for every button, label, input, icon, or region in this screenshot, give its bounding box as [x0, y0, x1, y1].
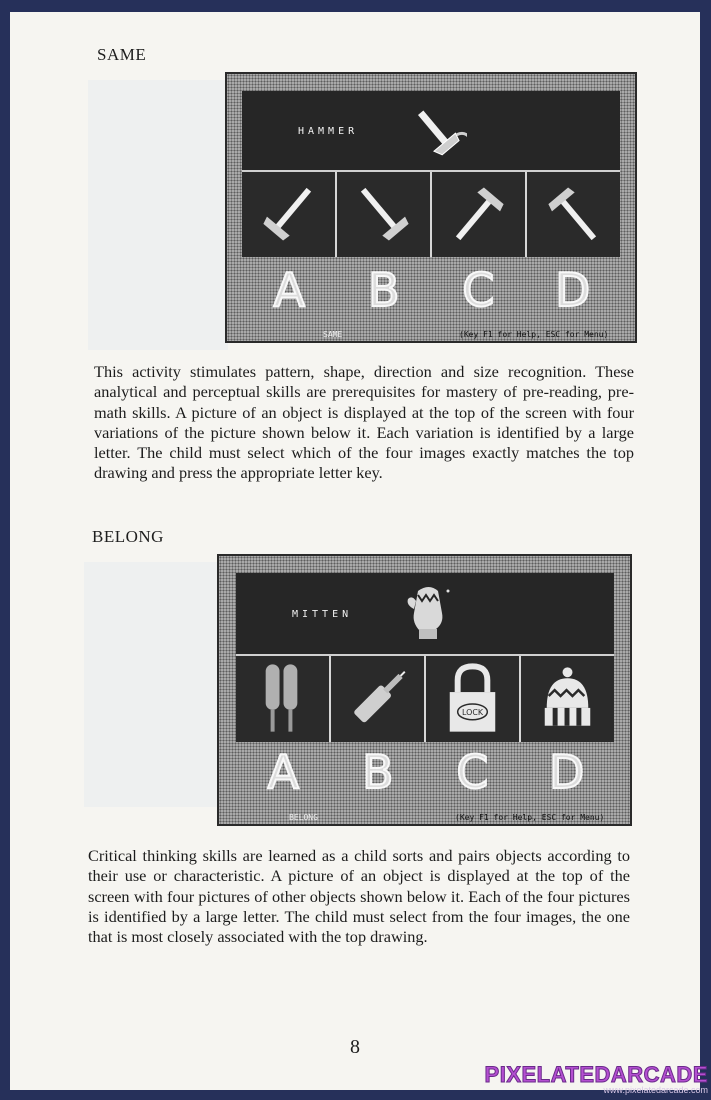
- manual-page: [10, 12, 700, 1090]
- choice-b[interactable]: [329, 656, 424, 742]
- page-number: 8: [350, 1036, 360, 1058]
- letter-c: C: [462, 263, 495, 317]
- winter-hat-icon: [521, 656, 614, 742]
- same-screenshot: [225, 72, 637, 343]
- same-status-mode: SAME: [323, 330, 343, 339]
- letter-d: D: [549, 745, 585, 799]
- mitten-icon: [404, 583, 454, 643]
- choice-a[interactable]: [242, 172, 335, 257]
- letter-a: A: [273, 263, 305, 317]
- watermark: [485, 1062, 708, 1095]
- hammer-icon: [407, 103, 467, 163]
- belong-prompt-banner: [236, 573, 614, 656]
- belong-prompt-word: MITTEN: [292, 609, 353, 620]
- belong-choice-row: [236, 656, 614, 742]
- hammer-icon: [527, 172, 620, 257]
- hammer-icon: [337, 172, 430, 257]
- section-heading-same: SAME: [97, 45, 147, 64]
- choice-d[interactable]: [525, 172, 620, 257]
- same-prompt-banner: [242, 91, 620, 172]
- letter-d: D: [555, 263, 591, 317]
- bottle-icon: [331, 656, 424, 742]
- hammer-icon: [242, 172, 335, 257]
- watermark-url: www.pixelatedarcade.com: [603, 1085, 708, 1095]
- lock-icon: [426, 656, 519, 742]
- popsicle-icon: [236, 656, 329, 742]
- choice-c[interactable]: [430, 172, 525, 257]
- belong-letter-row: [236, 744, 614, 800]
- same-description: This activity stimulates pattern, shape, direction and size recognition. These analytical and perceptual skills are prerequisites for mastery of pre-reading, pre-math skills. A picture of an object is displayed at the top of the screen with four variations of the picture shown below it. Each variation is identified by a large letter. The child must select which of the four images exactly matches the top drawing and press the appropriate letter key.: [94, 362, 634, 483]
- watermark-logo: PIXELATEDARCADE: [484, 1062, 708, 1087]
- letter-b: B: [361, 745, 394, 799]
- belong-status-mode: BELONG: [289, 813, 318, 822]
- lock-label: LOCK: [461, 707, 484, 717]
- choice-c[interactable]: [424, 656, 519, 742]
- show-through-shadow: [88, 80, 228, 350]
- letter-b: B: [367, 263, 400, 317]
- choice-b[interactable]: [335, 172, 430, 257]
- show-through-shadow: [84, 562, 224, 807]
- same-choice-row: [242, 172, 620, 257]
- belong-screenshot: [217, 554, 632, 826]
- same-letter-row: [242, 262, 620, 318]
- same-prompt-word: HAMMER: [298, 126, 359, 137]
- same-status-help: (Key F1 for Help, ESC for Menu): [459, 330, 609, 339]
- choice-a[interactable]: [236, 656, 329, 742]
- hammer-icon: [432, 172, 525, 257]
- letter-a: A: [267, 745, 299, 799]
- letter-c: C: [456, 745, 489, 799]
- section-heading-belong: BELONG: [92, 527, 164, 546]
- choice-d[interactable]: [519, 656, 614, 742]
- belong-description: Critical thinking skills are learned as a child sorts and pairs objects according to their use or characteristic. A picture of an object is displayed at the top of the screen with four pictures of other objects shown below it. Each of the four pictures is identified by a large letter. The child must select from the four images, the one that is most closely associated with the top drawing.: [88, 846, 630, 947]
- belong-status-help: (Key F1 for Help, ESC for Menu): [455, 813, 605, 822]
